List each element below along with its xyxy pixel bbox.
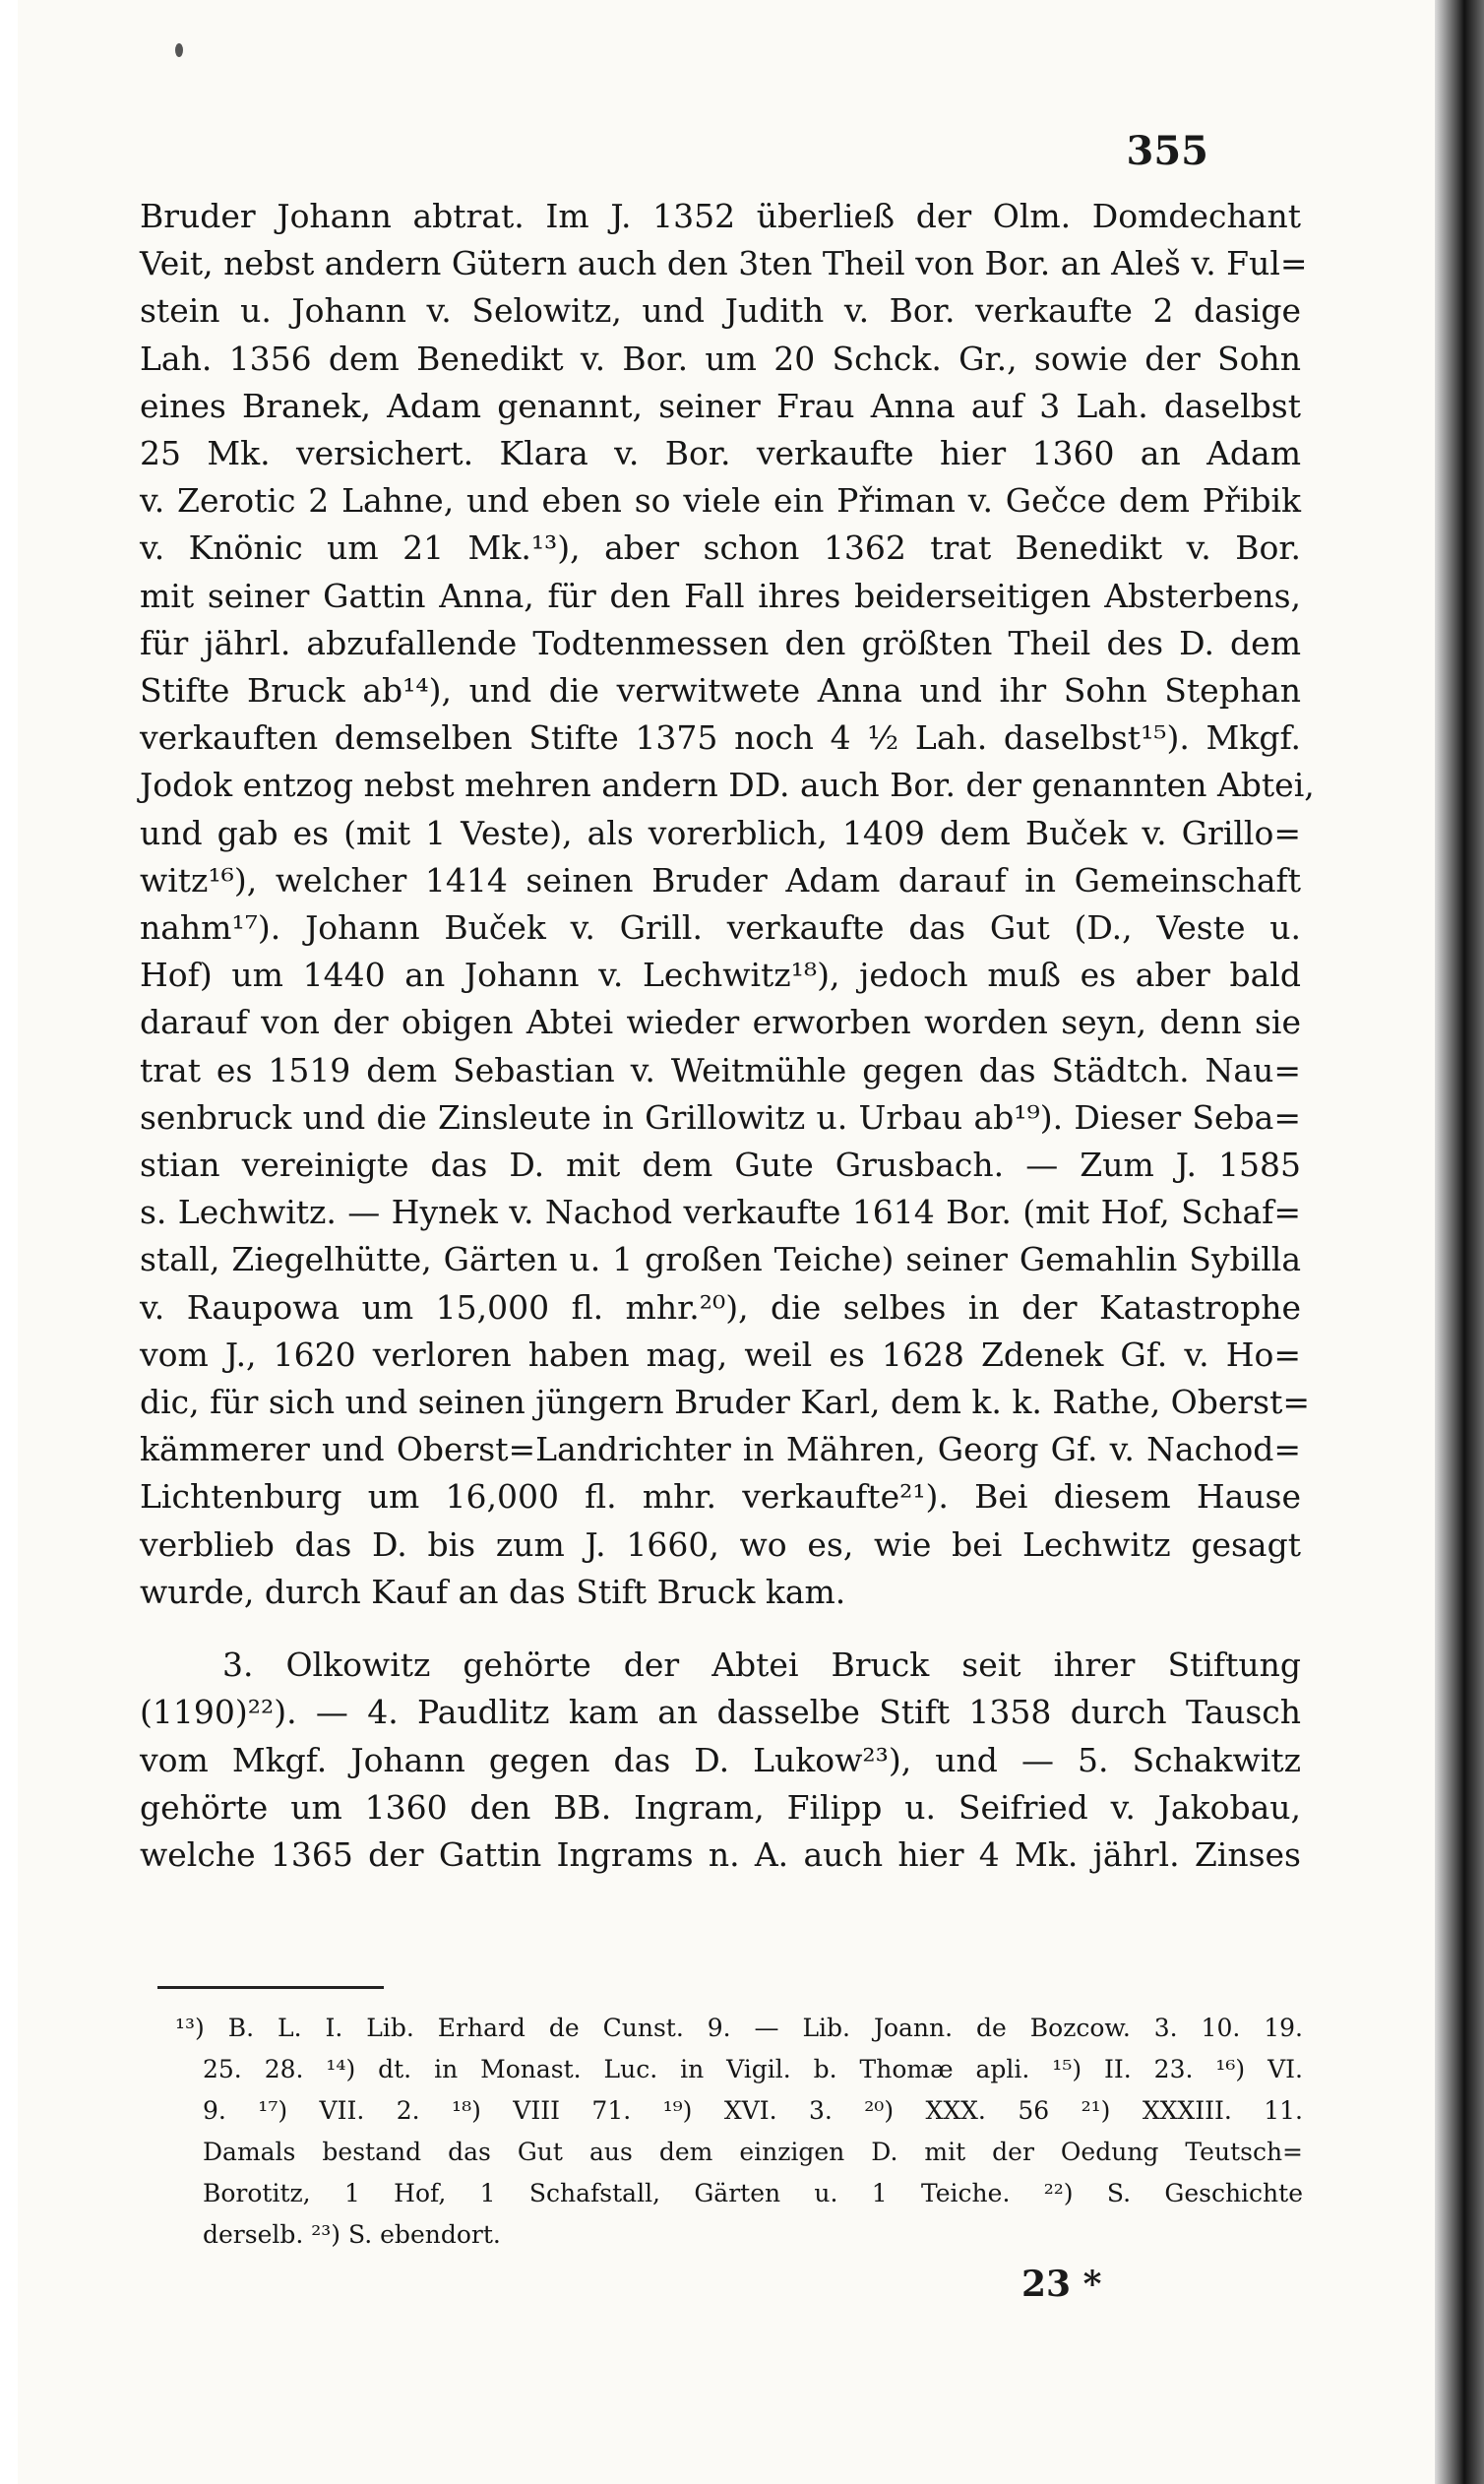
text-line: dic, für sich und seinen jüngern Bruder Karl, dem k. k. Rathe, Oberst= bbox=[140, 1383, 1311, 1422]
text-line: nahm¹⁷). Johann Buček v. Grill. verkaufte das Gut (D., Veste u. bbox=[140, 908, 1301, 948]
text-line: eines Branek, Adam genannt, seiner Frau Anna auf 3 Lah. daselbst bbox=[140, 386, 1301, 425]
text-line: für jährl. abzufallende Todtenmessen den größten Theil des D. dem bbox=[140, 623, 1301, 662]
text-line: stian vereinigte das D. mit dem Gute Grusbach. — Zum J. 1585 bbox=[140, 1146, 1301, 1185]
main-text bbox=[140, 193, 1315, 1879]
footnote-line: ¹³) B. L. I. Lib. Erhard de Cunst. 9. — Lib. Joann. de Bozcow. 3. 10. 19. bbox=[175, 2014, 1303, 2042]
text-line: stein u. Johann v. Selowitz, und Judith v. Bor. verkaufte 2 dasige bbox=[140, 291, 1301, 331]
book-page bbox=[18, 0, 1435, 2484]
text-line: witz¹⁶), welcher 1414 seinen Bruder Adam darauf in Gemeinschaft bbox=[140, 860, 1301, 900]
text-line: darauf von der obigen Abtei wieder erworben worden seyn, denn sie bbox=[140, 1003, 1301, 1042]
footnote-line: Borotitz, 1 Hof, 1 Schafstall, Gärten u. 1 Teiche. ²²) S. Geschichte bbox=[203, 2179, 1303, 2207]
text-line: kämmerer und Oberst=Landrichter in Mähren, Georg Gf. v. Nachod= bbox=[140, 1430, 1301, 1469]
footnote-line: 25. 28. ¹⁴) dt. in Monast. Luc. in Vigil. b. Thomæ apli. ¹⁵) II. 23. ¹⁶) VI. bbox=[203, 2055, 1303, 2083]
text-line: Stifte Bruck ab¹⁴), und die verwitwete Anna und ihr Sohn Stephan bbox=[140, 671, 1301, 711]
text-line: (1190)²²). — 4. Paudlitz kam an dasselbe Stift 1358 durch Tausch bbox=[140, 1693, 1301, 1732]
text-line: senbruck und die Zinsleute in Grillowitz u. Urbau ab¹⁹). Dieser Seba= bbox=[140, 1097, 1301, 1137]
text-line: vom Mkgf. Johann gegen das D. Lukow²³), und — 5. Schakwitz bbox=[140, 1740, 1301, 1779]
text-line: welche 1365 der Gattin Ingrams n. A. auch hier 4 Mk. jährl. Zinses bbox=[140, 1834, 1301, 1874]
text-line: 3. Olkowitz gehörte der Abtei Bruck seit ihrer Stiftung bbox=[222, 1646, 1301, 1685]
text-line: v. Knönic um 21 Mk.¹³), aber schon 1362 trat Benedikt v. Bor. bbox=[140, 528, 1301, 568]
text-line: 25 Mk. versichert. Klara v. Bor. verkaufte hier 1360 an Adam bbox=[140, 434, 1301, 473]
text-line: gehörte um 1360 den BB. Ingram, Filipp u. Seifried v. Jakobau, bbox=[140, 1787, 1301, 1827]
text-line: v. Zerotic 2 Lahne, und eben so viele ein Přiman v. Gečce dem Přibik bbox=[140, 481, 1301, 521]
footnote-line: derselb. ²³) S. ebendort. bbox=[203, 2220, 501, 2249]
text-line: Lichtenburg um 16,000 fl. mhr. verkaufte²¹). Bei diesem Hause bbox=[140, 1477, 1301, 1517]
footnotes bbox=[175, 2008, 1303, 2256]
text-line: wurde, durch Kauf an das Stift Bruck kam. bbox=[140, 1572, 846, 1611]
footnote-line: 9. ¹⁷) VII. 2. ¹⁸) VIII 71. ¹⁹) XVI. 3. ²⁰) XXX. 56 ²¹) XXXIII. 11. bbox=[203, 2096, 1303, 2125]
page-number: 355 bbox=[1126, 128, 1208, 174]
text-line: und gab es (mit 1 Veste), als vorerblich, 1409 dem Buček v. Grillo= bbox=[140, 813, 1301, 852]
text-line: Jodok entzog nebst mehren andern DD. auch Bor. der genannten Abtei, bbox=[140, 766, 1315, 805]
text-line: stall, Ziegelhütte, Gärten u. 1 großen Teiche) seiner Gemahlin Sybilla bbox=[140, 1240, 1301, 1279]
signature-mark: 23 * bbox=[1021, 2264, 1102, 2305]
text-line: Bruder Johann abtrat. Im J. 1352 überließ der Olm. Domdechant bbox=[140, 197, 1301, 235]
text-line: Lah. 1356 dem Benedikt v. Bor. um 20 Schck. Gr., sowie der Sohn bbox=[140, 339, 1301, 378]
text-line: vom J., 1620 verloren haben mag, weil es 1628 Zdenek Gf. v. Ho= bbox=[140, 1335, 1301, 1374]
text-line: verkauften demselben Stifte 1375 noch 4 ½ Lah. daselbst¹⁵). Mkgf. bbox=[140, 718, 1301, 758]
ink-speck bbox=[175, 43, 183, 57]
text-line: verblieb das D. bis zum J. 1660, wo es, wie bei Lechwitz gesagt bbox=[140, 1524, 1301, 1564]
text-line: Veit, nebst andern Gütern auch den 3ten Theil von Bor. an Aleš v. Ful= bbox=[140, 244, 1308, 283]
text-line: Hof) um 1440 an Johann v. Lechwitz¹⁸), jedoch muß es aber bald bbox=[140, 956, 1301, 995]
footnote-line: Damals bestand das Gut aus dem einzigen D. mit der Oedung Teutsch= bbox=[203, 2138, 1303, 2166]
text-line: s. Lechwitz. — Hynek v. Nachod verkaufte 1614 Bor. (mit Hof, Schaf= bbox=[140, 1193, 1301, 1232]
text-line: v. Raupowa um 15,000 fl. mhr.²⁰), die selbes in der Katastrophe bbox=[140, 1287, 1301, 1327]
text-line: trat es 1519 dem Sebastian v. Weitmühle gegen das Städtch. Nau= bbox=[140, 1050, 1301, 1089]
text-line: mit seiner Gattin Anna, für den Fall ihres beiderseitigen Absterbens, bbox=[140, 576, 1301, 615]
footnote-rule bbox=[157, 1986, 384, 1989]
page-edge-shadow bbox=[1435, 0, 1484, 2484]
